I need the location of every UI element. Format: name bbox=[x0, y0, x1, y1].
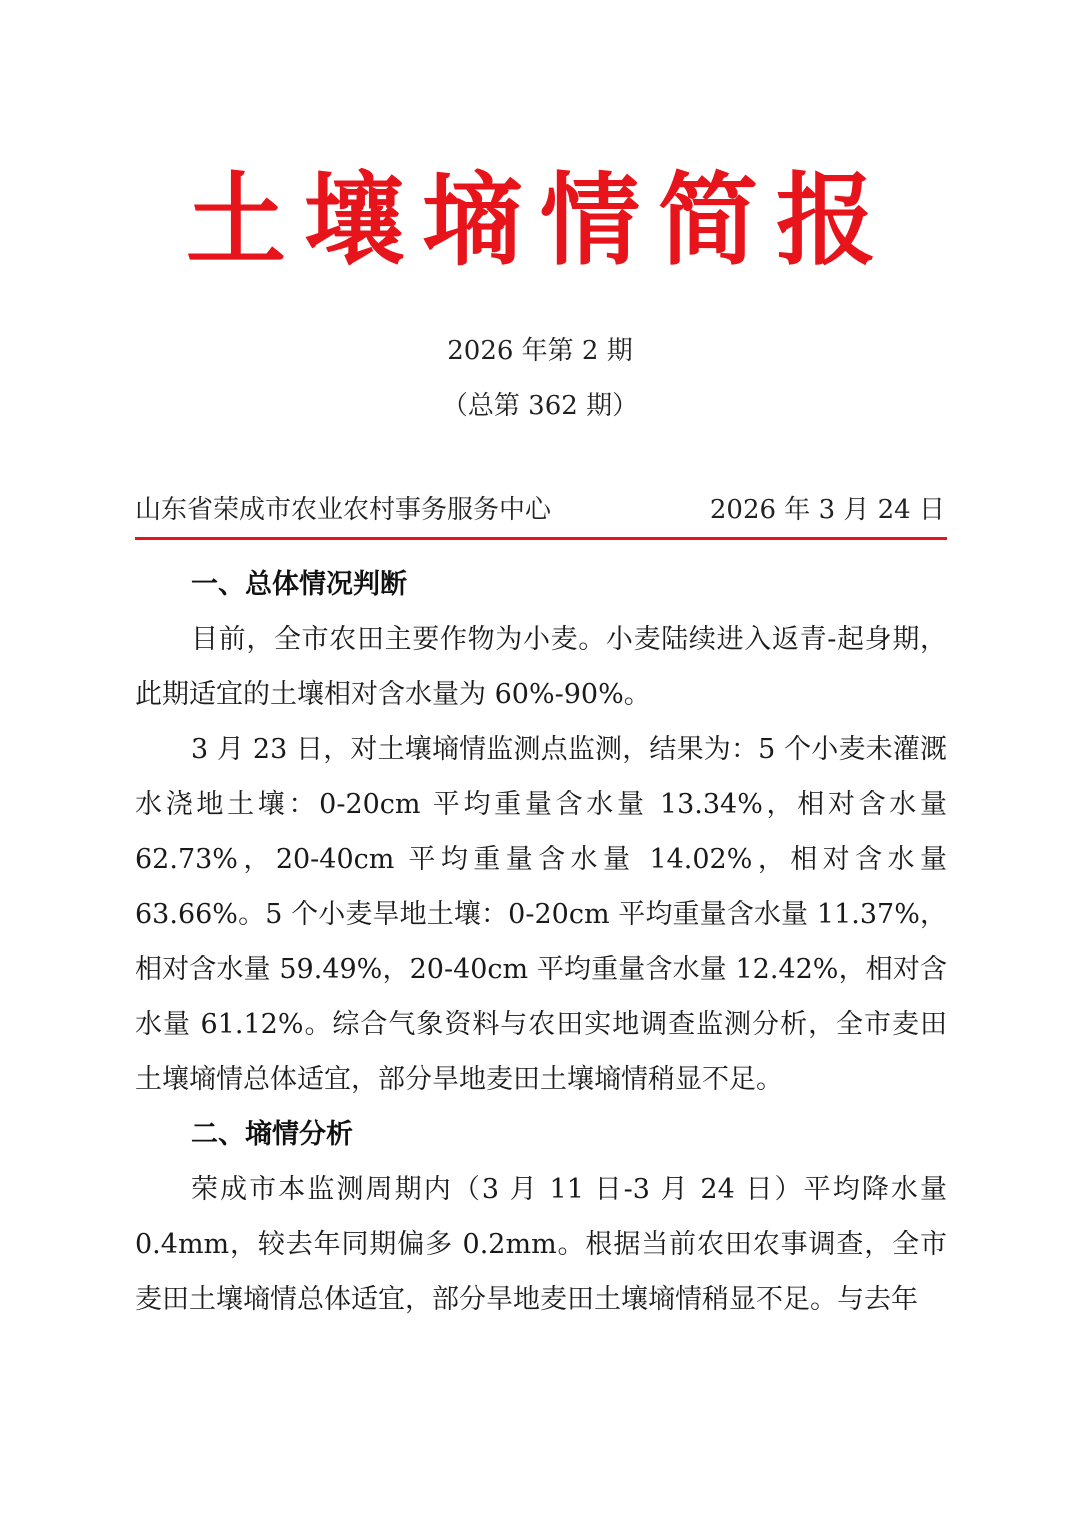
publisher-line bbox=[135, 490, 945, 530]
issue-total-number: （总第 362 期） bbox=[441, 391, 639, 421]
section-heading-analysis: 二、墒情分析 bbox=[191, 1119, 353, 1150]
paragraph-overall-2: 3 月 23 日，对土壤墒情监测点监测，结果为：5 个小麦未灌溉水浇地土壤：0-20cm 平均重量含水量 13.34%，相对含水量 62.73%，20-40cm 平均重量含水量 14.02%，相对含水量 63.66%。5 个小麦旱地土壤：0-20cm 平均重量含水量 11.37%，相对含水量 59.49%，20-40cm 平均重量含水量 12.42%，相对含水量 61.12%。综合气象资料与农田实地调查监测分析，全市麦田土壤墒情总体适宜，部分旱地麦田土壤墒情稍显不足。 bbox=[135, 734, 947, 1095]
publish-date: 2026 年 3 月 24 日 bbox=[709, 495, 945, 525]
red-divider-rule bbox=[135, 537, 947, 540]
section-heading-overall: 一、总体情况判断 bbox=[191, 569, 407, 600]
paragraph-overall-1: 目前，全市农田主要作物为小麦。小麦陆续进入返青-起身期，此期适宜的土壤相对含水量为 60%-90%。 bbox=[135, 624, 947, 710]
paragraph-analysis-1: 荣成市本监测周期内（3 月 11 日-3 月 24 日）平均降水量 0.4mm，较去年同期偏多 0.2mm。根据当前农田农事调查，全市麦田土壤墒情总体适宜，部分旱地麦田土壤墒情稍显不足。与去年 bbox=[135, 1174, 947, 1315]
masthead-title: 土壤墒情简报 bbox=[186, 161, 894, 279]
publisher-name: 山东省荣成市农业农村事务服务中心 bbox=[135, 495, 552, 525]
document-body bbox=[135, 557, 947, 1327]
issue-number: 2026 年第 2 期 bbox=[447, 336, 633, 366]
